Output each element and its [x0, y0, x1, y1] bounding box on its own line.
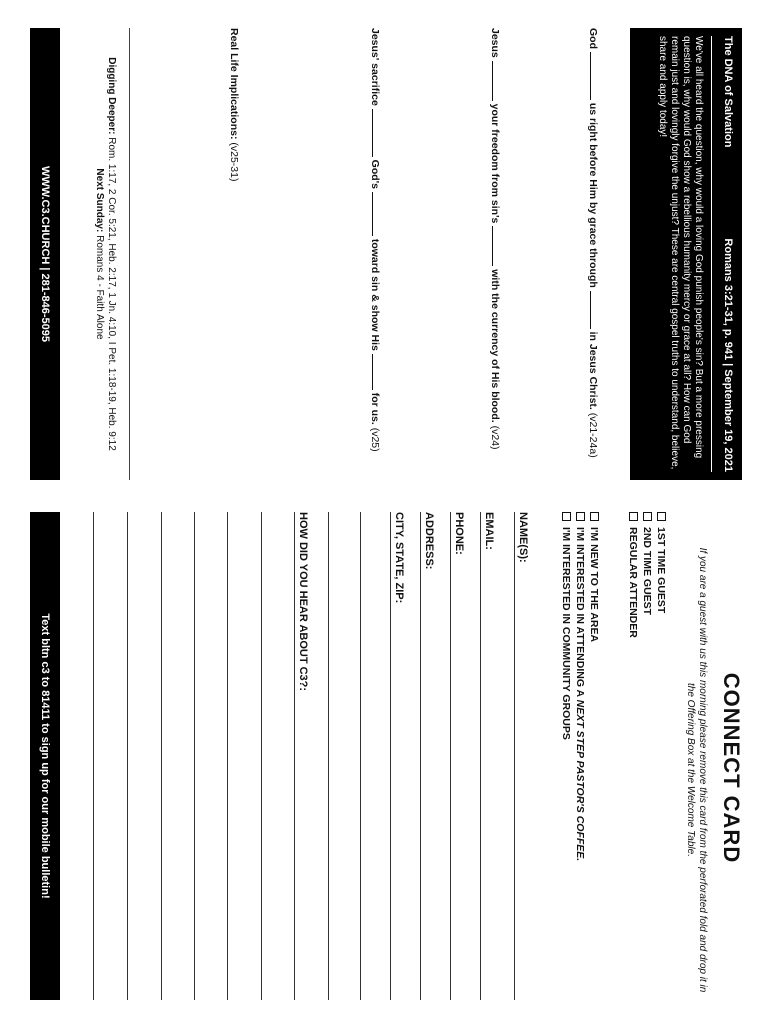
checkbox-icon[interactable]: [657, 512, 666, 521]
point-3-blank-2: [372, 192, 382, 236]
extra-line-5[interactable]: [194, 512, 227, 1000]
point-3-ref: (v25): [369, 427, 381, 452]
digging-deeper: [93, 28, 117, 480]
point-3-subject: Jesus' sacrifice: [369, 28, 381, 106]
extra-line-2[interactable]: [328, 512, 360, 1000]
email-field[interactable]: [480, 512, 514, 1000]
how-did-you-hear-label: HOW DID YOU HEAR ABOUT C3?:: [297, 512, 309, 692]
point-3-blank-1: [372, 109, 382, 157]
how-did-you-hear-field[interactable]: [294, 512, 328, 1000]
point-2: [489, 28, 502, 480]
connect-card-instructions: If you are a guest with us this morning please remove this card from the perforated fold and drop it in the Offering Box at the Welcome Table.: [685, 547, 708, 993]
point-1-ref: (v21-24a): [587, 412, 599, 458]
option-label: I'M NEW TO THE AREA: [588, 527, 600, 643]
city-state-zip-field[interactable]: [390, 512, 420, 1000]
checkbox-icon[interactable]: [576, 512, 585, 521]
point-1-text: us right before Him by grace through: [587, 102, 599, 288]
digging-deeper-line: [105, 28, 117, 480]
option-label: 1ST TIME GUEST: [655, 527, 667, 614]
phone-field-line[interactable]: [450, 512, 451, 1000]
sermon-header: [630, 28, 742, 480]
city-state-zip-label: CITY, STATE, ZIP:: [393, 512, 405, 604]
point-2-text: your freedom from sin's: [489, 103, 501, 224]
next-sunday-text: Romans 4 - Faith Alone: [94, 235, 105, 340]
blank-line[interactable]: [127, 512, 128, 1000]
option-label: REGULAR ATTENDER: [627, 527, 639, 638]
option-label: I'M INTERESTED IN ATTENDING A: [574, 527, 586, 700]
sermon-reference: Romans 3:21-31, p. 941 | September 19, 2021: [722, 238, 734, 472]
option-second-time-guest[interactable]: [641, 512, 653, 615]
blank-line[interactable]: [93, 512, 94, 1000]
point-1-text-end: in Jesus Christ.: [587, 331, 599, 410]
option-label: 2ND TIME GUEST: [641, 527, 653, 616]
option-first-time-guest[interactable]: [655, 512, 667, 613]
point-1-blank-1: [590, 52, 600, 100]
digging-deeper-label: Digging Deeper:: [106, 57, 117, 135]
email-field-label: EMAIL:: [483, 512, 495, 550]
option-label-emphasis: NEXT STEP PASTOR'S COFFEE.: [574, 699, 586, 862]
point-2-text-end: with the currency of His blood.: [489, 269, 501, 423]
blank-line[interactable]: [360, 512, 361, 1000]
phone-field-label: PHONE:: [453, 512, 465, 555]
connect-card: [0, 512, 770, 1024]
point-3-text: God's: [369, 159, 381, 189]
checkbox-icon[interactable]: [629, 512, 638, 521]
address-field-line[interactable]: [420, 512, 421, 1000]
option-label: I'M INTERESTED IN COMMUNITY GROUPS: [560, 527, 572, 740]
mobile-bulletin-footer: Text bltn c3 to 81411 to sign up for our mobile bulletin!: [30, 512, 60, 1000]
point-2-blank-1: [492, 61, 502, 101]
digging-deeper-refs: Rom. 1:17, 2 Cor. 5:21, Heb. 2:17, 1 Jn. 4:10, I Pet. 1:18-19, Heb. 9:12: [106, 137, 117, 451]
header-divider: [711, 36, 712, 472]
checkbox-icon[interactable]: [562, 512, 571, 521]
point-3-blank-3: [372, 354, 382, 390]
extra-line-3[interactable]: [261, 512, 294, 1000]
option-regular-attender[interactable]: [627, 512, 639, 638]
blank-line[interactable]: [261, 512, 262, 1000]
option-pastors-coffee[interactable]: [574, 512, 586, 861]
sermon-title: The DNA of Salvation: [722, 36, 734, 148]
next-sunday-line: [93, 28, 105, 480]
name-field-line[interactable]: [514, 512, 515, 1000]
extra-line-8[interactable]: [93, 512, 127, 1000]
connect-card-title: CONNECT CARD: [719, 672, 744, 864]
notes-divider: [129, 28, 130, 480]
extra-line-1[interactable]: [360, 512, 390, 1000]
address-field-label: ADDRESS:: [423, 512, 435, 570]
point-2-blank-2: [492, 226, 502, 266]
blank-line[interactable]: [161, 512, 162, 1000]
phone-field[interactable]: [450, 512, 480, 1000]
blank-line[interactable]: [194, 512, 195, 1000]
point-1-subject: God: [587, 28, 599, 49]
how-did-you-hear-line[interactable]: [294, 512, 295, 1000]
real-life-implications: [228, 28, 240, 480]
city-state-zip-line[interactable]: [390, 512, 391, 1000]
blank-line[interactable]: [227, 512, 228, 1000]
checkbox-icon[interactable]: [643, 512, 652, 521]
implications-label: Real Life Implications:: [228, 28, 240, 140]
extra-line-4[interactable]: [227, 512, 261, 1000]
point-1: [587, 28, 600, 480]
point-1-blank-2: [590, 291, 600, 329]
blank-line[interactable]: [328, 512, 329, 1000]
next-sunday-label: Next Sunday:: [94, 168, 105, 233]
address-field[interactable]: [420, 512, 450, 1000]
point-3-text-mid: toward sin & show His: [369, 238, 381, 351]
point-2-subject: Jesus: [489, 28, 501, 58]
point-2-ref: (v24): [489, 425, 501, 450]
checkbox-icon[interactable]: [590, 512, 599, 521]
extra-line-6[interactable]: [161, 512, 194, 1000]
name-field-label: NAME(S):: [517, 512, 529, 563]
option-community-groups[interactable]: [560, 512, 572, 740]
email-field-line[interactable]: [480, 512, 481, 1000]
name-field[interactable]: [514, 512, 548, 1000]
option-new-to-area[interactable]: [588, 512, 600, 642]
sermon-intro: We've all heard the question, why would a loving God punish people's sin? But a more pressing question is, why would God show a rebellious humanity mercy or grace at all? How can God remain just and lovingly forgive the unjust? These are central gospel truths to understand, believe, share and apply today!: [657, 36, 704, 470]
extra-line-7[interactable]: [127, 512, 161, 1000]
church-contact-footer: WWW.C3.CHURCH | 281-846-5095: [30, 28, 60, 480]
implications-ref: (v25-31): [228, 142, 240, 182]
point-3-text-end: for us.: [369, 392, 381, 425]
point-3: [369, 28, 382, 480]
